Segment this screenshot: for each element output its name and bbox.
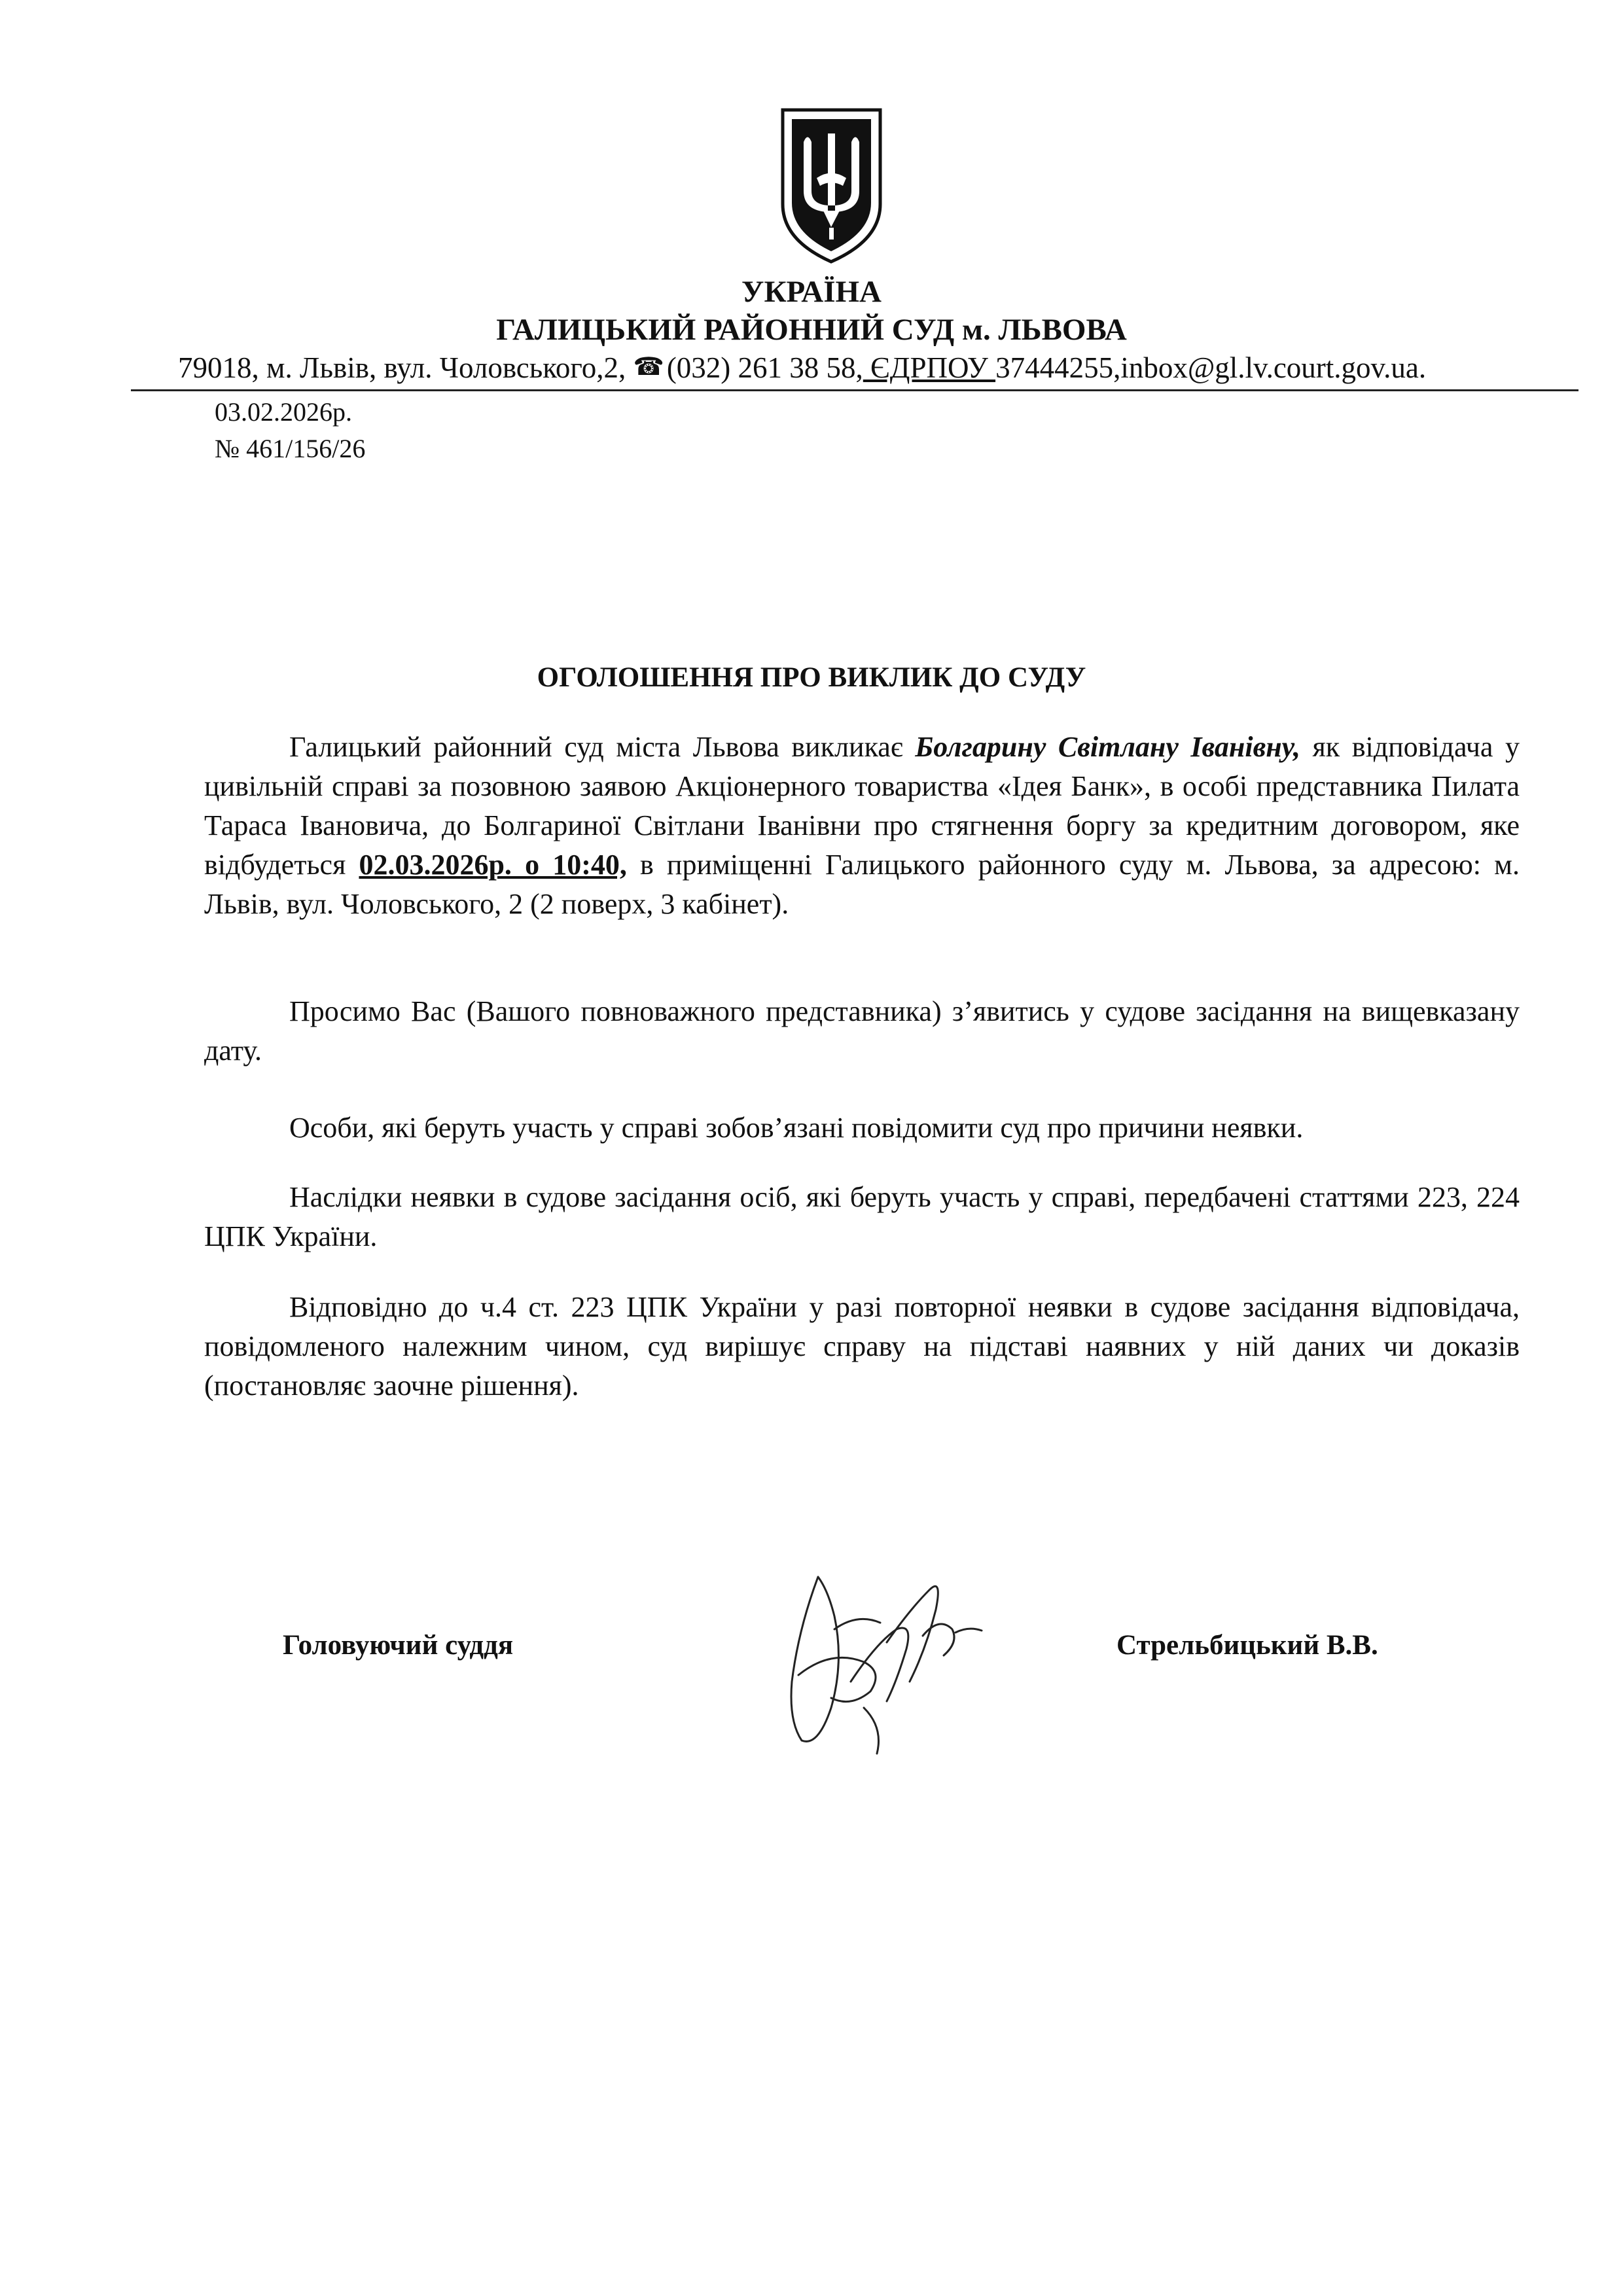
header-court-name: ГАЛИЦЬКИЙ РАЙОННИЙ СУД м. ЛЬВОВА [496, 313, 1127, 347]
handwritten-signature [772, 1551, 988, 1760]
trident-emblem-icon [777, 106, 885, 266]
summons-text-2: як відповідача у цивільній справі за позовною заявою Акціонерного товариства «Ідея Банк», в особі представника Пилата Тараса Івановича, до Болгариної Світлани Іванівни про стягнення боргу за кредитним договором, яке відбудеться [204, 731, 1520, 881]
telephone-icon: ☎ [633, 353, 664, 381]
summons-text-1: Галицький районний суд міста Львова викликає [289, 731, 916, 763]
judge-name: Стрельбицький В.В. [1116, 1630, 1378, 1661]
summons-text-3: в приміщенні Галицького районного суду м. Львова, за адресою: м. Львів, вул. Чоловського, 2 (2 поверх, 3 кабінет). [204, 849, 1520, 920]
notice-title: ОГОЛОШЕННЯ ПРО ВИКЛИК ДО СУДУ [537, 662, 1086, 693]
edrpou-and-email: 37444255,inbox@gl.lv.court.gov.ua. [995, 351, 1427, 384]
document-number: № 461/156/26 [215, 434, 366, 463]
hearing-datetime: 02.03.2026р. о 10:40, [359, 849, 627, 881]
court-phone: (032) 261 38 58, [666, 351, 863, 384]
header-divider [131, 389, 1578, 391]
court-contact-line [178, 348, 1426, 387]
paragraph-summons [204, 728, 1520, 924]
paragraph-consequences: Наслідки неявки в судове засідання осіб, які беруть участь у справі, передбачені статтями 223, 224 ЦПК України. [204, 1181, 1520, 1252]
court-address: 79018, м. Львів, вул. Чоловського,2, [178, 351, 626, 384]
header-country: УКРАЇНА [741, 275, 882, 309]
judge-title: Головуючий суддя [283, 1630, 514, 1661]
document-date: 03.02.2026р. [215, 397, 352, 427]
paragraph-obligation: Особи, які беруть участь у справі зобов’язані повідомити суд про причини неявки. [289, 1112, 1304, 1144]
defendant-name: Болгарину Світлану Іванівну, [915, 731, 1300, 763]
paragraph-default-judgment: Відповідно до ч.4 ст. 223 ЦПК України у разі повторної неявки в судове засідання відповідача, повідомленого належним чином, суд вирішує справу на підставі наявних у ній даних чи доказів (постановляє заочне рішення). [204, 1291, 1520, 1402]
paragraph-request: Просимо Вас (Вашого повноважного представника) з’явитись у судове засідання на вищевказану дату. [204, 995, 1520, 1067]
edrpou-label: ЄДРПОУ [863, 351, 996, 384]
